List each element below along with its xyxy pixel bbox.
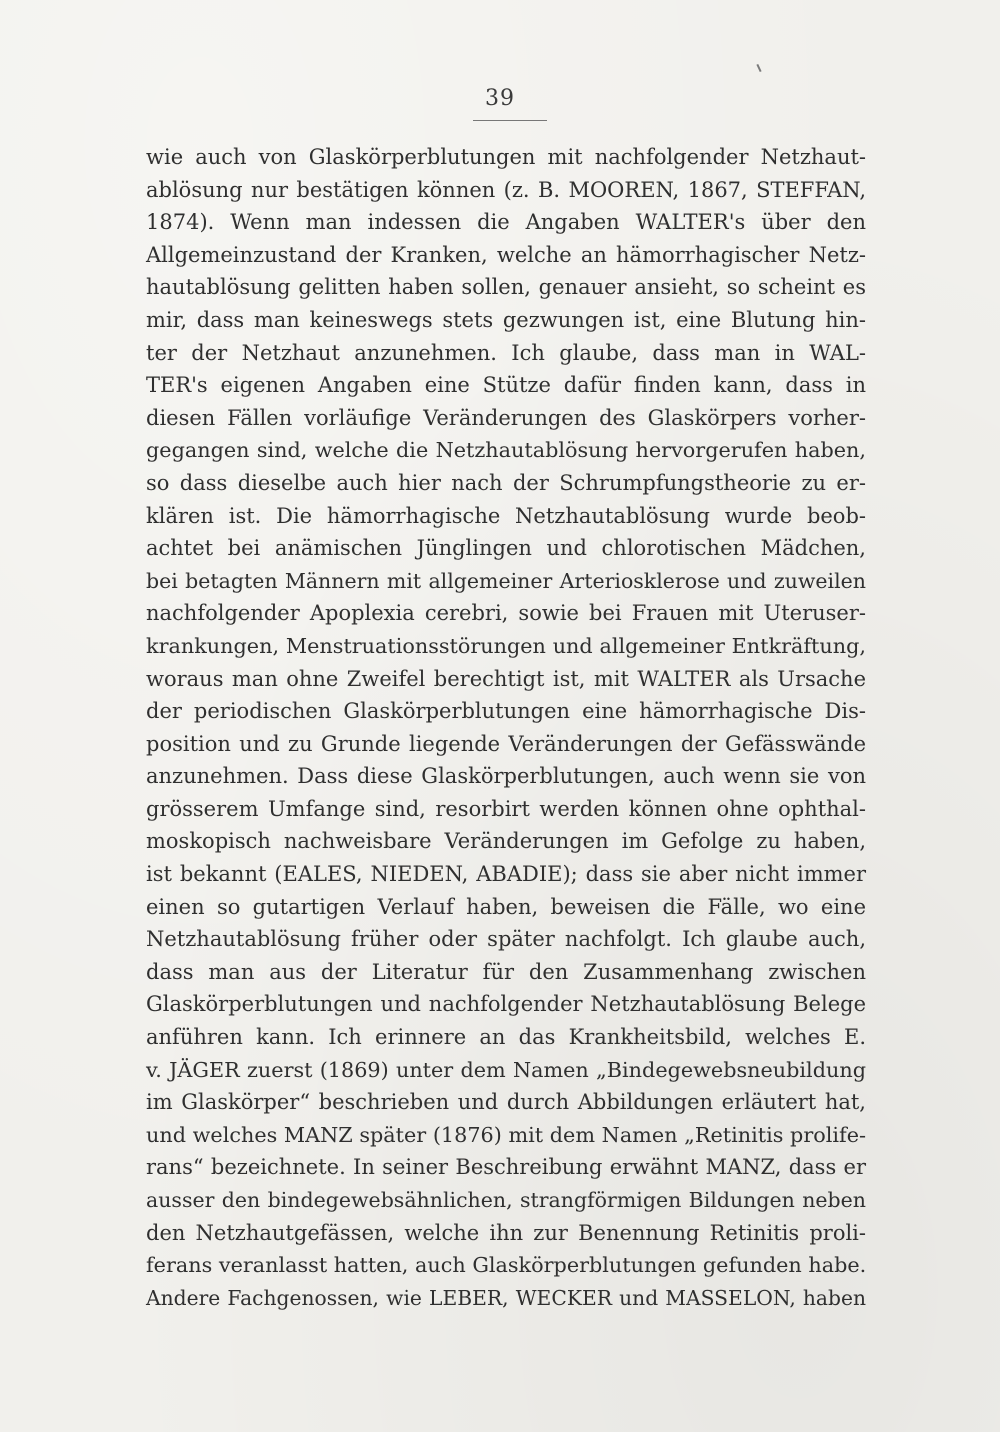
- text-line: moskopisch nachweisbare Veränderungen im Gefolge zu haben,: [146, 829, 866, 854]
- scan-speck: [756, 64, 761, 72]
- text-line: 1874). Wenn man indessen die Angaben WALTER's über den: [146, 210, 866, 235]
- text-line: so dass dieselbe auch hier nach der Schrumpfungstheorie zu er-: [146, 470, 866, 495]
- header-rule: [473, 120, 547, 121]
- text-line: und welches MANZ später (1876) mit dem Namen „Retinitis prolife-: [146, 1122, 866, 1147]
- text-line: gegangen sind, welche die Netzhautablösung hervorgerufen haben,: [146, 438, 866, 463]
- text-line: den Netzhautgefässen, welche ihn zur Benennung Retinitis proli-: [146, 1220, 866, 1245]
- text-line: position und zu Grunde liegende Veränderungen der Gefässwände: [146, 731, 866, 756]
- text-line: anführen kann. Ich erinnere an das Krankheitsbild, welches E.: [146, 1025, 866, 1050]
- text-line: bei betagten Männern mit allgemeiner Arteriosklerose und zuweilen: [146, 568, 866, 593]
- text-line: TER's eigenen Angaben eine Stütze dafür finden kann, dass in: [146, 373, 866, 398]
- text-line: grösserem Umfange sind, resorbirt werden können ohne ophthal-: [146, 796, 866, 821]
- text-line: ter der Netzhaut anzunehmen. Ich glaube, dass man in WAL-: [146, 340, 866, 365]
- text-line: hautablösung gelitten haben sollen, genauer ansieht, so scheint es: [146, 275, 866, 300]
- text-line: einen so gutartigen Verlauf haben, beweisen die Fälle, wo eine: [146, 894, 866, 919]
- text-line: v. JÄGER zuerst (1869) unter dem Namen „Bindegewebsneubildung: [146, 1057, 866, 1082]
- text-line: Andere Fachgenossen, wie LEBER, WECKER und MASSELON, haben: [146, 1285, 866, 1310]
- text-line: wie auch von Glaskörperblutungen mit nachfolgender Netzhaut-: [146, 145, 866, 169]
- text-line: ferans veranlasst hatten, auch Glaskörperblutungen gefunden habe.: [146, 1253, 867, 1278]
- text-line: Allgemeinzustand der Kranken, welche an hämorrhagischer Netz-: [146, 242, 866, 267]
- text-line: woraus man ohne Zweifel berechtigt ist, mit WALTER als Ursache: [146, 666, 866, 691]
- text-line: dass man aus der Literatur für den Zusammenhang zwischen: [146, 959, 866, 984]
- text-line: im Glaskörper“ beschrieben und durch Abbildungen erläutert hat,: [146, 1090, 866, 1115]
- text-line: ist bekannt (EALES, NIEDEN, ABADIE); dass sie aber nicht immer: [146, 862, 866, 887]
- text-line: ausser den bindegewebsähnlichen, strangförmigen Bildungen neben: [146, 1188, 866, 1212]
- text-line: rans“ bezeichnete. In seiner Beschreibung erwähnt MANZ, dass er: [146, 1155, 866, 1180]
- text-line: diesen Fällen vorläufige Veränderungen des Glaskörpers vorher-: [146, 405, 866, 430]
- text-line: klären ist. Die hämorrhagische Netzhautablösung wurde beob-: [146, 503, 866, 528]
- body-text: [146, 141, 866, 1314]
- text-line: anzunehmen. Dass diese Glaskörperblutungen, auch wenn sie von: [146, 764, 866, 789]
- text-line: krankungen, Menstruationsstörungen und allgemeiner Entkräftung,: [146, 633, 866, 658]
- text-line: Netzhautablösung früher oder später nachfolgt. Ich glaube auch,: [146, 927, 866, 952]
- page-number: 39: [485, 86, 515, 111]
- text-line: achtet bei anämischen Jünglingen und chlorotischen Mädchen,: [146, 536, 866, 561]
- text-line: mir, dass man keineswegs stets gezwungen ist, eine Blutung hin-: [146, 307, 866, 332]
- text-line: der periodischen Glaskörperblutungen eine hämorrhagische Dis-: [146, 699, 866, 724]
- text-line: Glaskörperblutungen und nachfolgender Netzhautablösung Belege: [146, 992, 866, 1017]
- text-line: ablösung nur bestätigen können (z. B. MOOREN, 1867, STEFFAN,: [146, 177, 866, 202]
- text-line: nachfolgender Apoplexia cerebri, sowie bei Frauen mit Uteruser-: [146, 601, 866, 626]
